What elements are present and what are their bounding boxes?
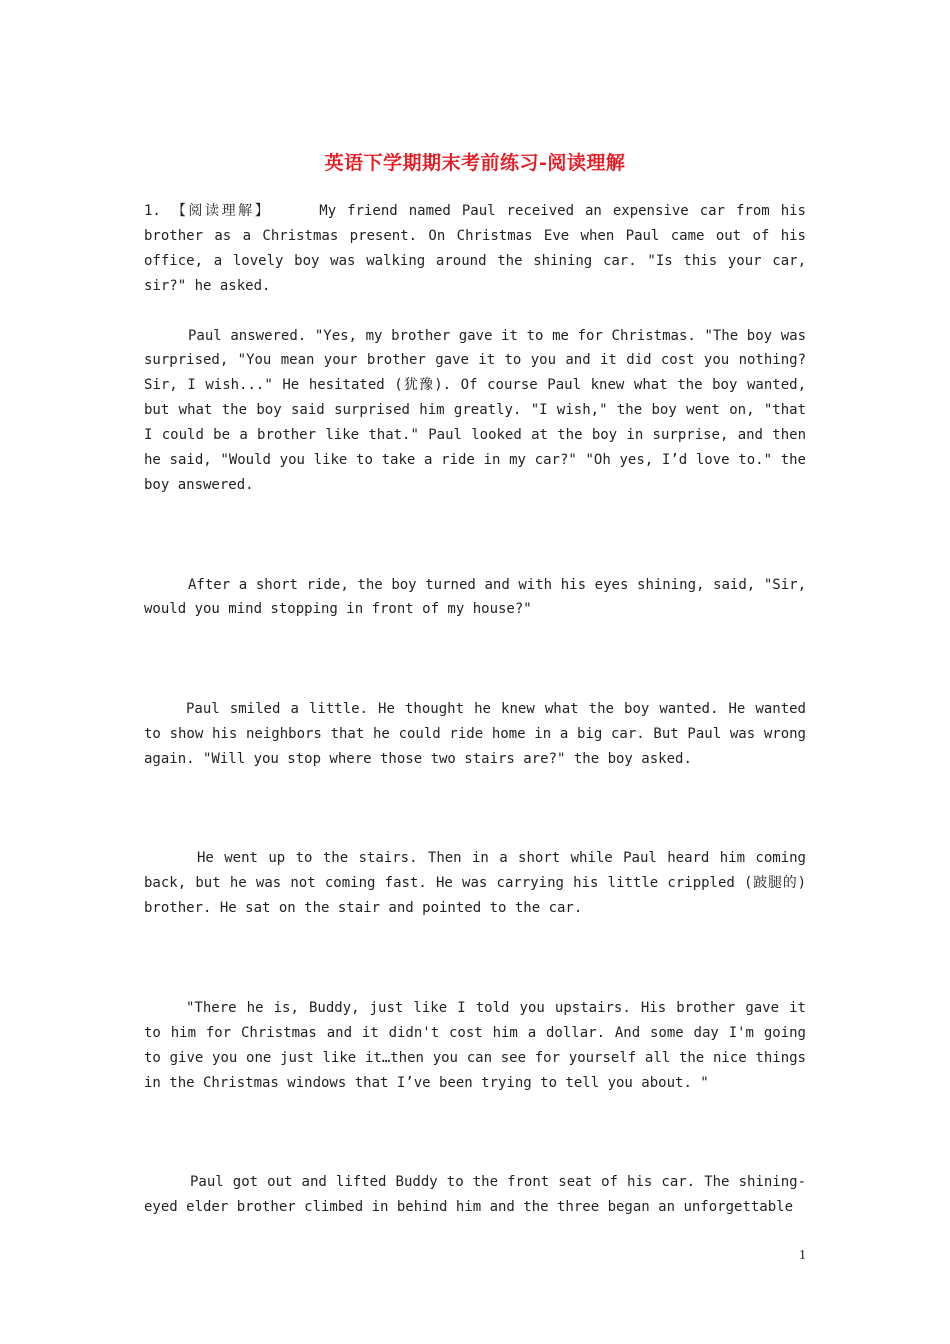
question-number: 1. [144,203,161,219]
paragraph-2: Paul answered. "Yes, my brother gave it to me for Christmas. "The boy was surprised, "You mean your brother gave it to you and it did cost you nothing? Sir, I wish..." He hesitated (犹豫). Of course Paul knew what the boy wanted, but what the boy said surprised him greatly. "I wish," the boy went on, "that I could be a brother like that." Paul looked at the boy in surprise, and then he said, "Would you like to take a ride in my car?" "Oh yes, I’d love to." the boy answered. [144,327,806,493]
reading-passage [144,199,806,1220]
paragraph-5: He went up to the stairs. Then in a short while Paul heard him coming back, but he was not coming fast. He was carrying his little crippled (跛腿的) brother. He sat on the stair and pointed to the car. [144,850,806,917]
question-tag: 【阅读理解】 [171,203,272,219]
paragraph-7: Paul got out and lifted Buddy to the front seat of his car. The shining-eyed elder brother climbed in behind him and the three began an unforgettable [144,1174,806,1216]
document-title: 英语下学期期末考前练习-阅读理解 [324,152,626,174]
paragraph-4: Paul smiled a little. He thought he knew what the boy wanted. He wanted to show his neighbors that he could ride home in a big car. But Paul was wrong again. "Will you stop where those two stairs are?" the boy asked. [144,701,806,767]
paragraph-3: After a short ride, the boy turned and with his eyes shining, said, "Sir, would you mind stopping in front of my house?" [144,576,806,618]
page-number: 1 [799,1248,806,1263]
paragraph-text: My friend named Paul received an expensive car from his brother as a Christmas present. On Christmas Eve when Paul came out of his office, a lovely boy was walking around the shining car. "Is this your car, sir?" he asked. [144,203,806,294]
paragraph-1 [144,199,806,299]
paragraph-6: "There he is, Buddy, just like I told you upstairs. His brother gave it to him for Christmas and it didn't cost him a dollar. And some day I'm going to give you one just like it…then you can see for yourself all the nice things in the Christmas windows that I’ve been trying to tell you about. " [144,999,806,1091]
